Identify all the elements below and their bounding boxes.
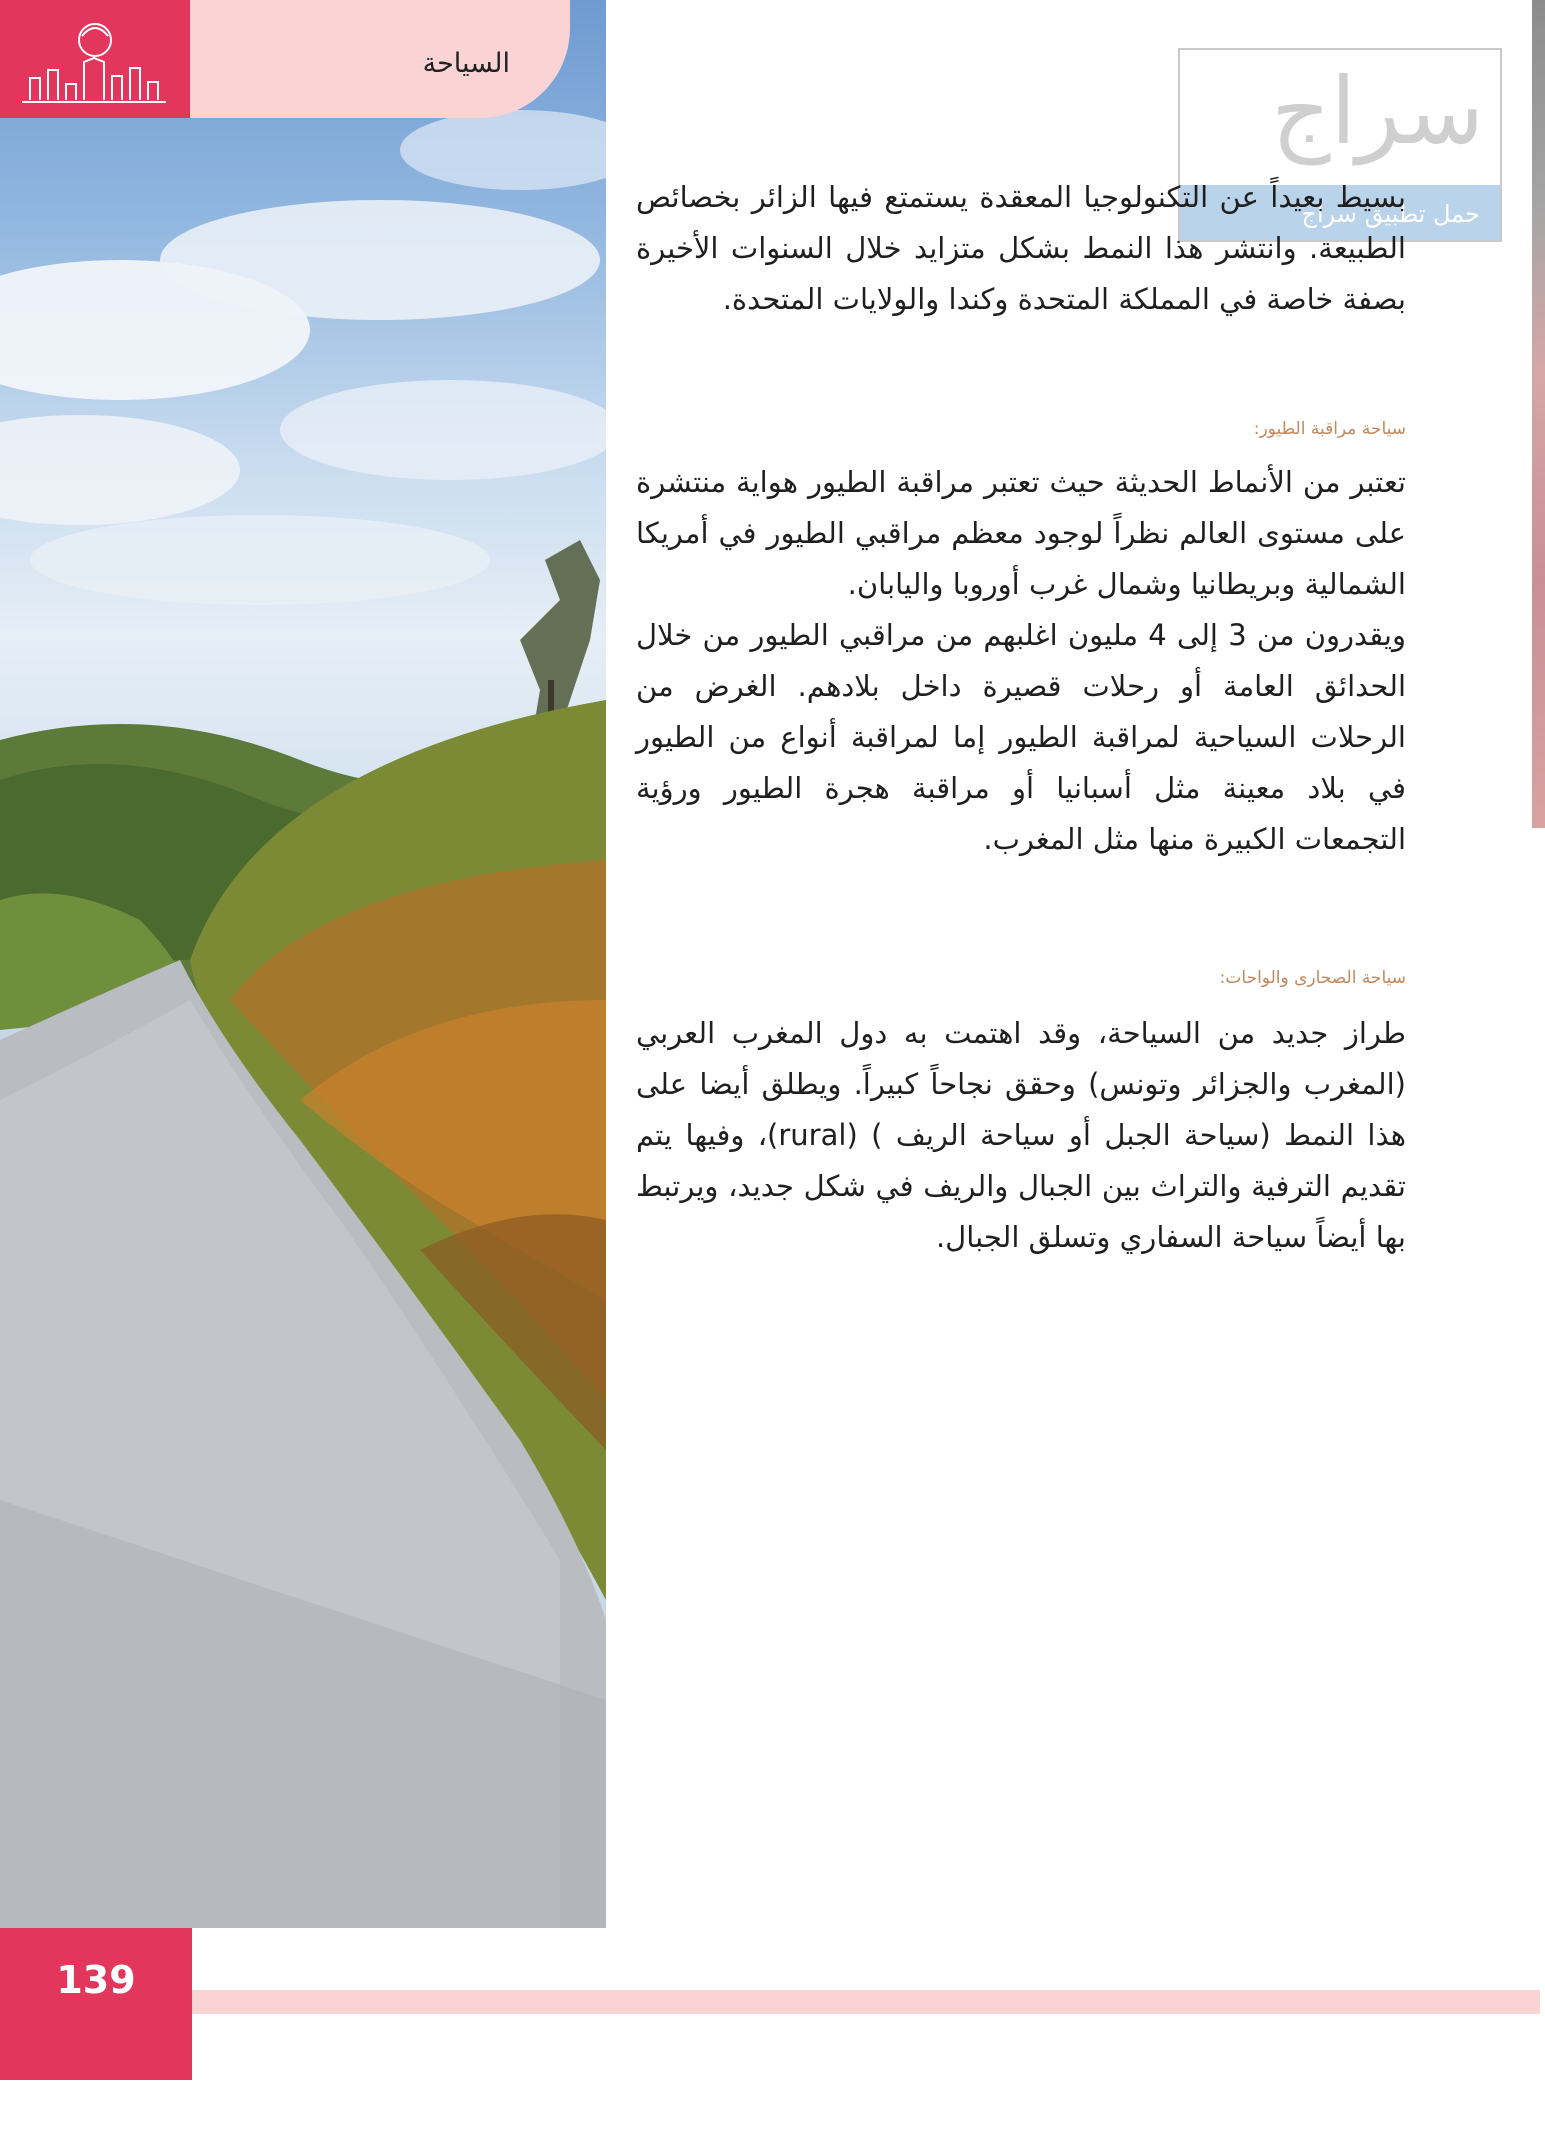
- bird-watching-section: [636, 457, 1406, 865]
- desert-oasis-paragraph: طراز جديد من السياحة، وقد اهتمت به دول المغرب العربي (المغرب والجزائر وتونس) وحقق نجاحاً كبيراً. ويطلق أيضا على هذا النمط (سياحة الجبل أو سياحة الريف ) (rural)، وفيها يتم تقديم الترفية والتراث بين الجبال والريف في شكل جديد، ويرتبط بها أيضاً سياحة السفاري وتسلق الجبال.: [636, 1016, 1406, 1254]
- page-number: 139: [56, 1958, 136, 2002]
- desert-oasis-heading: سياحة الصحارى والواحات:: [1219, 968, 1406, 988]
- intro-paragraph: بسيط بعيداً عن التكنولوجيا المعقدة يستمتع فيها الزائر بخصائص الطبيعة. وانتشر هذا النمط بشكل متزايد خلال السنوات الأخيرة بصفة خاصة في المملكة المتحدة وكندا والولايات المتحدة.: [636, 180, 1406, 316]
- landscape-photo: [0, 0, 606, 1928]
- watermark-word: سراج: [1271, 58, 1484, 165]
- page-number-box: [0, 1928, 192, 2080]
- city-skyline-icon: [0, 0, 190, 118]
- bird-watching-paragraph-2: ويقدرون من 3 إلى 4 مليون اغلبهم من مراقبي الطيور من خلال الحدائق العامة أو رحلات قصيرة داخل بلادهم. الغرض من الرحلات السياحية لمراقبة الطيور إما لمراقبة أنواع من الطيور في بلاد معينة مثل أسبانيا أو مراقبة هجرة الطيور ورؤية التجمعات الكبيرة منها مثل المغرب.: [636, 618, 1406, 856]
- section-title: السياحة: [422, 48, 510, 79]
- logo-box: [0, 0, 190, 118]
- bird-watching-paragraph: تعتبر من الأنماط الحديثة حيث تعتبر مراقبة الطيور هواية منتشرة على مستوى العالم نظراً لوجود معظم مراقبي الطيور في أمريكا الشمالية وبريطانيا وشمال غرب أوروبا واليابان.: [636, 465, 1406, 601]
- watermark-subtitle: حمل تطبيق سراج: [1301, 200, 1480, 228]
- bird-watching-heading: سياحة مراقبة الطيور:: [1253, 419, 1406, 439]
- edge-strip: [1532, 0, 1545, 828]
- footer-band: [192, 1990, 1540, 2014]
- section-tab: [190, 0, 570, 118]
